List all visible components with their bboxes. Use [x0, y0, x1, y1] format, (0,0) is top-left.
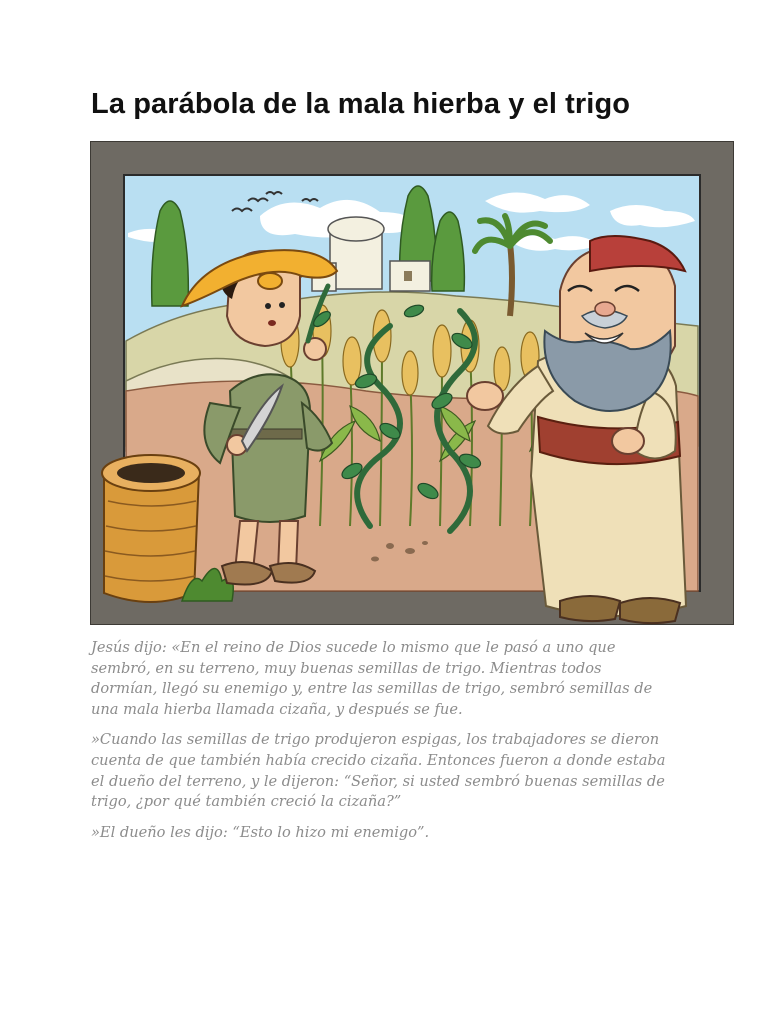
story-paragraph: Jesús dijo: «En el reino de Dios sucede lo mismo que le pasó a uno que sembró, en su terreno, muy buenas semillas de trigo. Mientras todos dormían, llegó su enemigo y, entre las semillas de trigo, sembró semillas de una mala hierba llamada cizaña, y después se fue. — [91, 639, 653, 718]
story-text — [91, 638, 671, 853]
page-title: La parábola de la mala hierba y el trigo — [91, 88, 631, 120]
story-paragraph: »El dueño les dijo: “Esto lo hizo mi enemigo”. — [91, 823, 430, 841]
story-paragraph: »Cuando las semillas de trigo produjeron espigas, los trabajadores se dieron cuenta de que también había crecido cizaña. Entonces fueron a donde estaba el dueño del terreno, y le dijeron: “Señor, si usted sembró buenas semillas de trigo, ¿por qué también creció la cizaña?” — [91, 731, 666, 811]
parable-illustration — [90, 141, 734, 625]
